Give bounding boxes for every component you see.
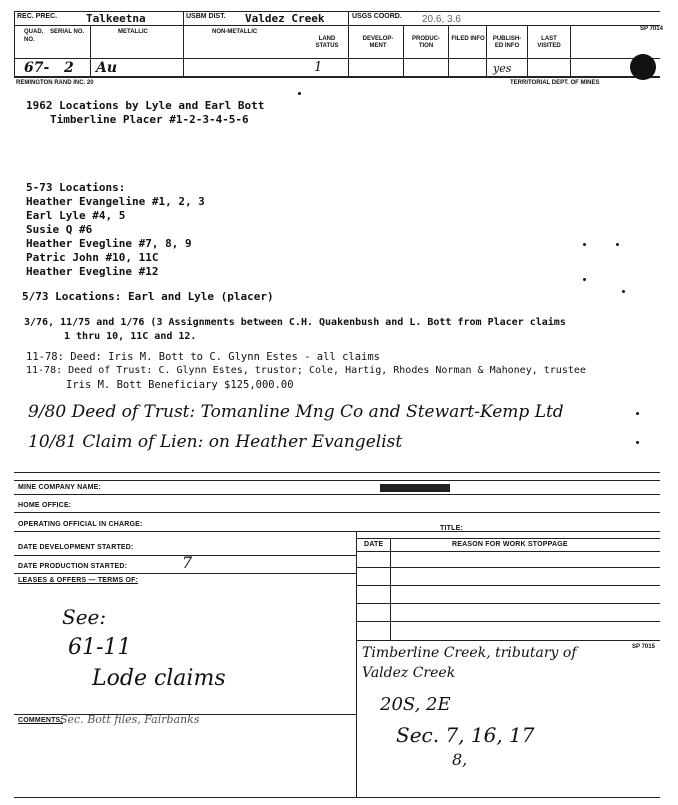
comments-label: COMMENTS: [18, 717, 63, 724]
quad-label: QUAD. [24, 29, 44, 35]
rec-prec-value: Talkeetna [86, 12, 146, 25]
scan-dot [298, 92, 301, 95]
operating-official-label: OPERATING OFFICIAL IN CHARGE: [18, 521, 143, 528]
filed-info-label: FILED INFO [451, 36, 485, 42]
handwritten-see: See: [62, 605, 107, 629]
list-item: Susie Q #6 [26, 223, 93, 236]
form-center-divider [356, 531, 357, 797]
date-column-divider [390, 538, 391, 640]
handwritten-lien-note: 10/81 Claim of Lien: on Heather Evangelist [28, 432, 403, 452]
list-item: Earl Lyle #4, 5 [26, 209, 126, 222]
scan-dot [583, 278, 586, 281]
scan-dot [636, 441, 639, 444]
published-value: yes [493, 62, 512, 75]
form-rule [356, 603, 660, 604]
header-mid-rule [14, 25, 660, 26]
header-divider [527, 25, 528, 77]
form-number-2: SP 7015 [632, 644, 655, 650]
form-top-rule [14, 472, 660, 473]
usbm-dist-value: Valdez Creek [245, 12, 325, 25]
form-rule [356, 567, 660, 568]
list-item: Patric John #10, 11C [26, 251, 159, 264]
header-divider [486, 25, 487, 77]
form-number: SP 7014 [640, 26, 663, 32]
handwritten-lode-claims: Lode claims [92, 666, 226, 691]
scan-dot [583, 243, 586, 246]
header-divider [183, 11, 184, 77]
beneficiary-line: Iris M. Bott Beneficiary $125,000.00 [66, 379, 294, 391]
form-bottom-rule [14, 797, 660, 798]
deed-line: 11-78: Deed: Iris M. Bott to C. Glynn Estes - all claims [26, 351, 381, 363]
metallic-value: Au [96, 60, 118, 76]
rec-prec-label: REC. PREC. [17, 13, 58, 20]
header-bottom-rule [14, 76, 660, 78]
handwritten-section-8: 8, [452, 750, 468, 769]
header-left-border [14, 11, 15, 77]
nonmetallic-label: NON-METALLIC [212, 29, 258, 35]
locations-573: 5/73 Locations: Earl and Lyle (placer) [22, 290, 274, 303]
dev-started-label: DATE DEVELOPMENT STARTED: [18, 544, 134, 551]
serial-label: SERIAL NO. [50, 29, 85, 35]
reason-column-header: REASON FOR WORK STOPPAGE [452, 541, 568, 548]
usgs-coord-value: 20.6, 3.6 [422, 14, 461, 25]
redaction-mark [380, 484, 450, 492]
prod-started-label: DATE PRODUCTION STARTED: [18, 563, 128, 570]
leases-label: LEASES & OFFERS — TERMS OF: [18, 577, 139, 584]
form-rule [14, 531, 660, 532]
land-status-value: 1 [314, 60, 323, 75]
serial-value: 2 [64, 60, 74, 76]
list-item: Heather Evegline #12 [26, 265, 159, 278]
dept-mark: TERRITORIAL DEPT. OF MINES [510, 80, 600, 86]
form-rule [356, 621, 660, 622]
quad-value: 67- [24, 60, 50, 76]
handwritten-township: 20S, 2E [380, 694, 451, 715]
assignments-line: 3/76, 11/75 and 1/76 (3 Assignments between C.H. Quakenbush and L. Bott from Placer claims [24, 317, 566, 328]
locations-heading: 5-73 Locations: [26, 181, 126, 194]
form-rule [14, 573, 356, 574]
scan-dot [622, 290, 625, 293]
form-rule [356, 538, 660, 539]
no-label: NO. [24, 37, 35, 43]
published-info-label: PUBLISH-ED INFO [492, 36, 522, 49]
form-rule [14, 512, 660, 513]
handwritten-ref: 61-11 [68, 635, 132, 660]
notes-line-1962: 1962 Locations by Lyle and Earl Bott [26, 99, 265, 112]
header-divider [448, 25, 449, 77]
header-divider [403, 25, 404, 77]
assignments-line-2: 1 thru 10, 11C and 12. [64, 331, 197, 342]
prod-started-value: 7 [182, 553, 193, 572]
header-divider [348, 11, 349, 77]
handwritten-valdez: Valdez Creek [362, 665, 456, 681]
form-rule [356, 585, 660, 586]
punch-hole-icon [630, 54, 656, 80]
last-visited-label: LAST VISITED [537, 36, 561, 49]
header-value-rule [14, 58, 660, 59]
usgs-coord-label: USGS COORD. [352, 13, 402, 20]
list-item: Heather Evegline #7, 8, 9 [26, 237, 192, 250]
form-rule [356, 640, 660, 641]
notes-line-placer: Timberline Placer #1-2-3-4-5-6 [50, 113, 249, 126]
scan-dot [636, 412, 639, 415]
deed-of-trust-line: 11-78: Deed of Trust: C. Glynn Estes, trustor; Cole, Hartig, Rhodes Norman & Mahoney, trustee [26, 365, 586, 376]
header-divider [90, 25, 91, 77]
title-label: TITLE: [440, 525, 463, 532]
header-divider [570, 25, 571, 77]
form-rule [14, 480, 660, 481]
land-status-label: LAND STATUS [315, 36, 339, 49]
handwritten-deed-note: 9/80 Deed of Trust: Tomanline Mng Co and Stewart-Kemp Ltd [28, 402, 564, 422]
handwritten-sections: Sec. 7, 16, 17 [396, 723, 535, 747]
handwritten-creek: Timberline Creek, tributary of [362, 645, 577, 661]
scan-dot [616, 243, 619, 246]
home-office-label: HOME OFFICE: [18, 502, 72, 509]
mine-company-label: MINE COMPANY NAME: [18, 484, 102, 491]
comments-value: Sec. Bott files, Fairbanks [60, 713, 200, 726]
locations-list [26, 195, 205, 279]
metallic-label: METALLIC [118, 29, 148, 35]
form-rule [356, 551, 660, 552]
development-label: DEVELOP-MENT [362, 36, 394, 49]
usbm-dist-label: USBM DIST. [186, 13, 226, 20]
printer-mark: REMINGTON RAND INC. 20 [16, 80, 94, 86]
date-column-header: DATE [364, 541, 384, 548]
list-item: Heather Evangeline #1, 2, 3 [26, 195, 205, 208]
production-label: PRODUC-TION [412, 36, 440, 49]
form-rule [14, 494, 660, 495]
